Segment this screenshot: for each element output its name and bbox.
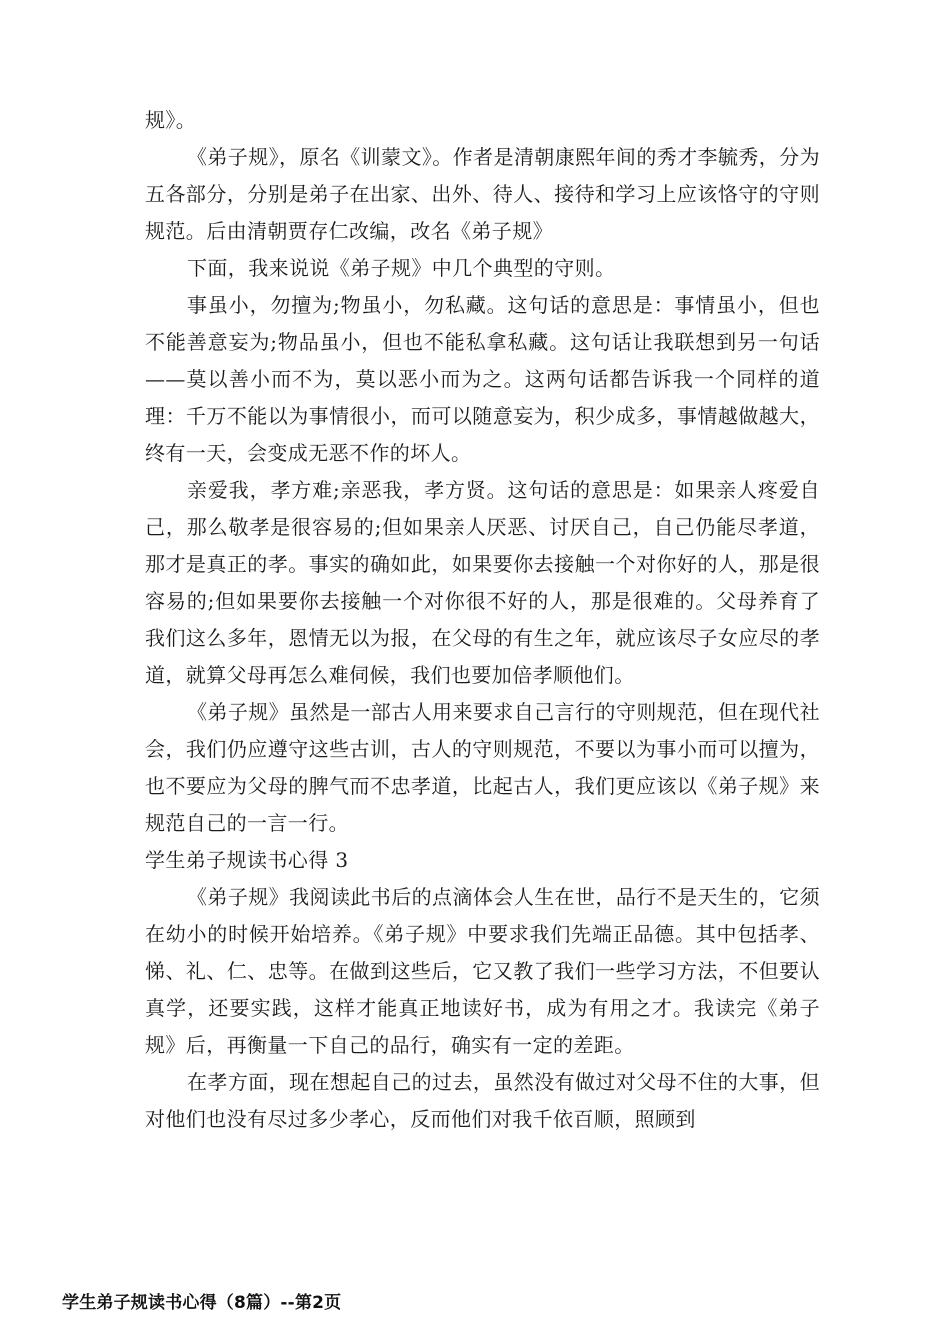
paragraph: 亲爱我，孝方难;亲恶我，孝方贤。这句话的意思是：如果亲人疼爱自己，那么敬孝是很容易的;但如果亲人厌恶、讨厌自己，自己仍能尽孝道，那才是真正的孝。事实的确如此，如果要你去接触一个对你好的人，那是很容易的;但如果要你去接触一个对你很不好的人，那是很难的。父母养育了我们这么多年，恩情无以为报，在父母的有生之年，就应该尽子女应尽的孝道，就算父母再怎么难伺候，我们也要加倍孝顺他们。 bbox=[145, 478, 820, 687]
paragraph: 事虽小，勿擅为;物虽小，勿私藏。这句话的意思是：事情虽小，但也不能善意妄为;物品虽小，但也不能私拿私藏。这句话让我联想到另一句话——莫以善小而不为，莫以恶小而为之。这两句话都告诉我一个同样的道理：千万不能以为事情很小，而可以随意妄为，积少成多，事情越做越大，终有一天，会变成无恶不作的坏人。 bbox=[145, 293, 820, 465]
document-body bbox=[145, 102, 820, 1138]
page-footer: 学生弟子规读书心得（8篇）--第2页 bbox=[62, 1293, 342, 1313]
paragraph: 在孝方面，现在想起自己的过去，虽然没有做过对父母不住的大事，但对他们也没有尽过多少孝心，反而他们对我千依百顺，照顾到 bbox=[145, 1070, 820, 1131]
paragraph: 规》。 bbox=[145, 108, 197, 132]
paragraph: 下面，我来说说《弟子规》中几个典型的守则。 bbox=[187, 256, 616, 280]
paragraph: 《弟子规》虽然是一部古人用来要求自己言行的守则规范，但在现代社会，我们仍应遵守这些古训，古人的守则规范，不要以为事小而可以擅为，也不要应为父母的脾气而不忠孝道，比起古人，我们更应该以《弟子规》来规范自己的一言一行。 bbox=[145, 700, 820, 835]
section-heading: 学生弟子规读书心得 3 bbox=[145, 848, 349, 872]
paragraph: 《弟子规》我阅读此书后的点滴体会人生在世，品行不是天生的，它须在幼小的时候开始培养。《弟子规》中要求我们先端正品德。其中包括孝、悌、礼、仁、忠等。在做到这些后，它又教了我们一些学习方法，不但要认真学，还要实践，这样才能真正地读好书，成为有用之才。我读完《弟子规》后，再衡量一下自己的品行，确实有一定的差距。 bbox=[145, 885, 820, 1057]
paragraph: 《弟子规》，原名《训蒙文》。作者是清朝康熙年间的秀才李毓秀，分为五各部分，分别是弟子在出家、出外、待人、接待和学习上应该恪守的守则规范。后由清朝贾存仁改编，改名《弟子规》 bbox=[145, 145, 820, 243]
